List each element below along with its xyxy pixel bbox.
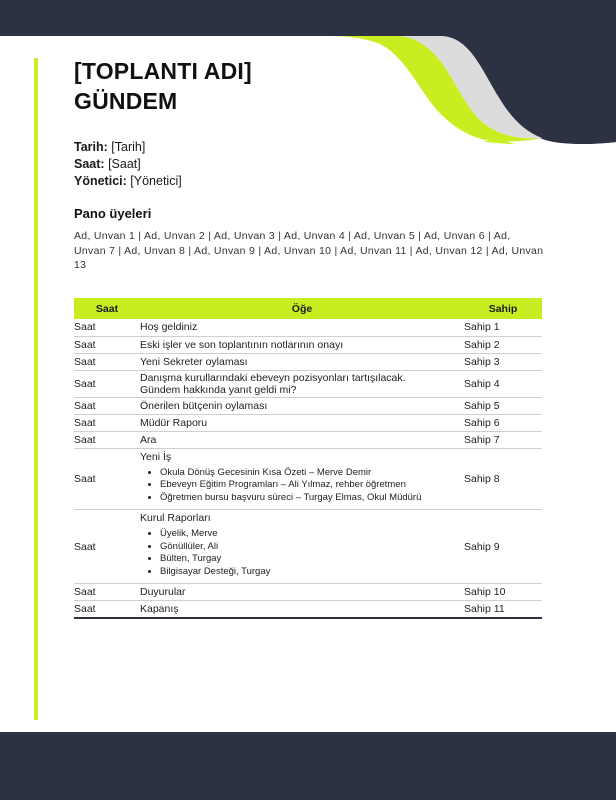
row-owner: Sahip 7 [464,431,542,448]
board-heading: Pano üyeleri [74,206,152,221]
row-item-group [140,448,464,510]
table-row [74,336,542,353]
row-item: Kurul Raporları [140,512,211,524]
row-item: Hoş geldiniz [140,319,464,336]
table-row [74,414,542,431]
table-row [74,431,542,448]
row-item: Kapanış [140,601,464,618]
row-item: Yeni Sekreter oylaması [140,353,464,370]
board-members: Ad, Unvan 1 | Ad, Unvan 2 | Ad, Unvan 3 | Ad, Unvan 4 | Ad, Unvan 5 | Ad, Unvan 6 | Ad, Unvan 7 | Ad, Unvan 8 | Ad, Unvan 9 | Ad, Unvan 10 | Ad, Unvan 11 | Ad, Unvan 12 | Ad, Unvan 13 [74,230,544,271]
table-row [74,319,542,336]
list-item: • Okula Dönüş Gecesinin Kısa Özeti – Merve Demir [160,467,464,480]
row-item: Eski işler ve son toplantının notlarının onayı [140,336,464,353]
list-item: • Öğretmen bursu başvuru süreci – Turgay Elmas, Okul Müdürü [160,492,464,505]
row-time: Saat [74,353,140,370]
table-row [74,397,542,414]
table-row [74,510,542,584]
row-item: Danışma kurullarındaki ebeveyn pozisyonları tartışılacak. Gündem hakkında yanıt geldi mi? [140,370,464,397]
navy-top-fill [300,0,616,36]
manager-value: [Yönetici] [130,174,182,188]
row-owner: Sahip 9 [464,510,542,584]
time-row [74,156,182,173]
row-owner: Sahip 10 [464,584,542,601]
row-owner: Sahip 1 [464,319,542,336]
list-item: • Bilgisayar Desteği, Turgay [160,566,464,579]
row-owner: Sahip 4 [464,370,542,397]
table-row [74,370,542,397]
row-time: Saat [74,431,140,448]
row-item: Ara [140,431,464,448]
agenda-heading: GÜNDEM [74,88,178,114]
row-item: Duyurular [140,584,464,601]
list-item: • Üyelik, Merve [160,528,464,541]
manager-label: Yönetici: [74,174,127,188]
col-item: Öğe [140,298,464,319]
side-accent-bar [34,58,38,720]
time-value: [Saat] [108,157,141,171]
row-owner: Sahip 8 [464,448,542,510]
row-time: Saat [74,319,140,336]
row-item: Önerilen bütçenin oylaması [140,397,464,414]
row-owner: Sahip 2 [464,336,542,353]
row-time: Saat [74,448,140,510]
row-item: Yeni İş [140,450,172,463]
meeting-name: [TOPLANTI ADI] [74,58,252,84]
row-time: Saat [74,414,140,431]
meeting-details [74,139,182,190]
page-title [74,56,252,116]
header-decoration [300,0,616,150]
row-time: Saat [74,336,140,353]
date-value: [Tarih] [111,140,146,154]
agenda-header-row [74,298,542,319]
row-time: Saat [74,510,140,584]
bottom-band [0,732,616,800]
time-label: Saat: [74,157,105,171]
table-row [74,584,542,601]
row-owner: Sahip 11 [464,601,542,618]
agenda-table [74,298,542,619]
col-owner: Sahip [464,298,542,319]
row-owner: Sahip 6 [464,414,542,431]
table-row [74,353,542,370]
row-item: Müdür Raporu [140,414,464,431]
bullet-list [160,467,464,505]
row-owner: Sahip 3 [464,353,542,370]
row-time: Saat [74,584,140,601]
list-item: • Gönüllüler, Ali [160,541,464,554]
bullet-list [160,528,464,578]
date-label: Tarih: [74,140,108,154]
manager-row [74,173,182,190]
date-row [74,139,182,156]
table-row [74,601,542,618]
row-time: Saat [74,601,140,618]
row-time: Saat [74,397,140,414]
row-owner: Sahip 5 [464,397,542,414]
table-row [74,448,542,510]
list-item: • Bülten, Turgay [160,553,464,566]
row-item-group [140,510,464,584]
list-item: • Ebeveyn Eğitim Programları – Ali Yılmaz, rehber öğretmen [160,479,464,492]
row-time: Saat [74,370,140,397]
col-time: Saat [74,298,140,319]
